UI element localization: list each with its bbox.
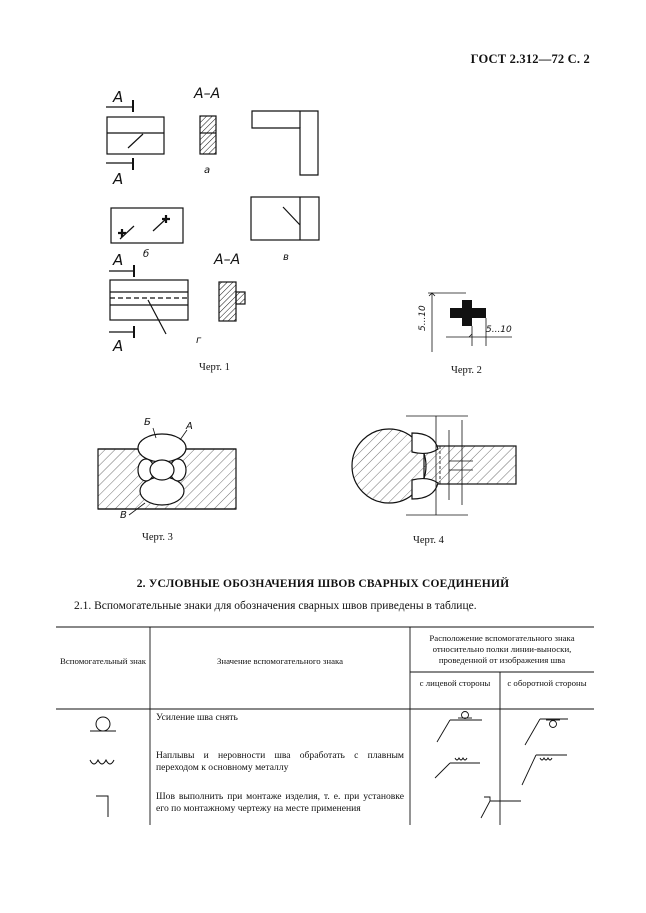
table-header-back-side: с оборотной стороны xyxy=(507,678,587,688)
document-header: ГОСТ 2.312—72 С. 2 xyxy=(470,52,590,66)
fig3-label-v: В xyxy=(120,510,127,521)
table-header-meaning: Значение вспомогательного знака xyxy=(216,656,344,666)
fig2-dim-vertical: 5...10 xyxy=(418,305,428,331)
corner-flag-icon xyxy=(96,796,108,817)
table-row-1-meaning: Усиление шва снять xyxy=(156,712,238,723)
table-row-2-meaning: Наплывы и неровности шва обработать с плавным переходом к основному металлу xyxy=(156,750,404,773)
fig3-caption: Черт. 3 xyxy=(142,532,173,543)
fig1-label-a-top: А xyxy=(113,88,124,106)
fig1-label-sub-a: а xyxy=(204,165,211,176)
leader-row3 xyxy=(481,797,521,818)
fig1-label-section-aa-2: А–А xyxy=(214,252,241,268)
fig1-label-sub-v: в xyxy=(283,252,289,263)
fig1-label-a-top-2: А xyxy=(113,251,124,269)
leader-front-row1 xyxy=(437,712,482,743)
section-paragraph: 2.1. Вспомогательные знаки для обозначения сварных швов приведены в таблице. xyxy=(74,600,477,612)
leader-back-row2 xyxy=(522,755,567,785)
circle-on-line-icon xyxy=(90,717,116,731)
wavy-arcs-icon xyxy=(90,760,114,764)
table-header-position: Расположение вспомогательного знака относительно полки линии-выноски, проведенной от изображения шва xyxy=(429,633,575,665)
table-header-sign: Вспомогательный знак xyxy=(60,656,146,666)
fig3-label-a: А xyxy=(186,421,193,432)
table-row-3-meaning: Шов выполнить при монтаже изделия, т. е. при установке его по монтажному чертежу на месте применения xyxy=(156,791,404,814)
fig1-label-sub-g: г xyxy=(196,335,202,346)
fig1-label-section-aa: А–А xyxy=(194,86,221,102)
fig1-label-a-bottom: А xyxy=(113,170,124,188)
table-header-front-side: с лицевой стороны xyxy=(419,678,491,688)
fig4-caption: Черт. 4 xyxy=(413,535,444,546)
fig2-dim-horizontal: 5...10 xyxy=(486,325,512,335)
fig1-label-sub-b: б xyxy=(143,249,150,260)
leader-back-row1 xyxy=(525,719,568,745)
fig1-label-a-bottom-2: А xyxy=(113,337,124,355)
section-title: 2. УСЛОВНЫЕ ОБОЗНАЧЕНИЯ ШВОВ СВАРНЫХ СОЕДИНЕНИЙ xyxy=(136,578,510,590)
fig3-label-b: Б xyxy=(144,417,151,428)
fig2-caption: Черт. 2 xyxy=(451,365,482,376)
fig1-caption: Черт. 1 xyxy=(199,362,230,373)
leader-front-row2 xyxy=(435,758,480,778)
